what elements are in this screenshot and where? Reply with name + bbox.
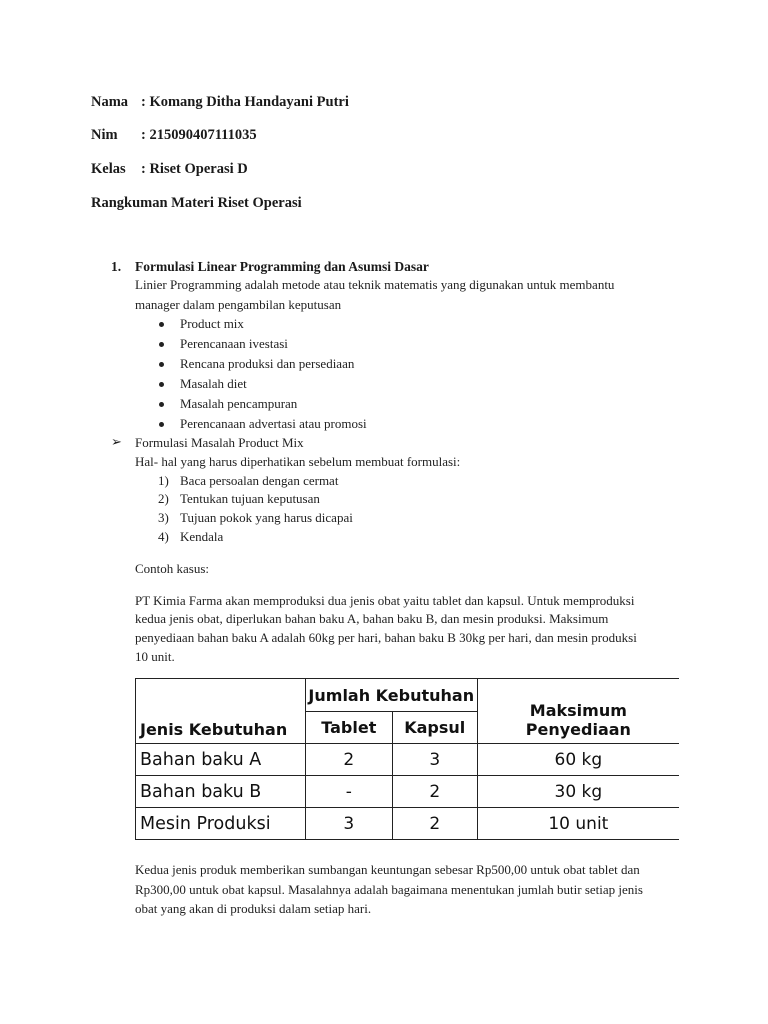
header-tablet: Tablet bbox=[305, 712, 392, 744]
bullet-item: Rencana produksi dan persediaan bbox=[180, 356, 355, 371]
closing-line-3: obat yang akan di produksi dalam setiap hari. bbox=[135, 901, 372, 916]
table-row bbox=[136, 776, 680, 808]
cell-jenis: Bahan baku A bbox=[136, 744, 306, 776]
bullet-dot bbox=[159, 342, 164, 347]
cell-tablet: - bbox=[305, 776, 392, 808]
closing-line-2: Rp300,00 untuk obat kapsul. Masalahnya adalah bagaimana menentukan jumlah butir setiap jenis bbox=[135, 882, 643, 897]
header-jumlah: Jumlah Kebutuhan bbox=[305, 679, 477, 712]
table-row bbox=[136, 808, 680, 840]
bullet-dot bbox=[159, 402, 164, 407]
step-text: Tujuan pokok yang harus dicapai bbox=[180, 510, 353, 525]
bullet-item: Perencanaan advertasi atau promosi bbox=[180, 416, 367, 431]
kelas-label: Kelas bbox=[91, 161, 126, 177]
requirements-table bbox=[135, 678, 679, 840]
nim-line bbox=[91, 127, 257, 144]
bullet-dot bbox=[159, 362, 164, 367]
cell-kapsul: 2 bbox=[392, 808, 477, 840]
header-maksimum: Maksimum Penyediaan bbox=[477, 679, 679, 744]
cell-kapsul: 2 bbox=[392, 776, 477, 808]
section-desc-line-2: manager dalam pengambilan keputusan bbox=[135, 297, 342, 312]
step-text: Kendala bbox=[180, 529, 224, 544]
product-mix-intro: Hal- hal yang harus diperhatikan sebelum membuat formulasi: bbox=[135, 454, 461, 469]
nim-label: Nim bbox=[91, 127, 118, 143]
bullet-dot bbox=[159, 422, 164, 427]
cell-tablet: 3 bbox=[305, 808, 392, 840]
table-row bbox=[136, 744, 680, 776]
name-value: : Komang Ditha Handayani Putri bbox=[141, 94, 349, 110]
bullet-dot bbox=[159, 382, 164, 387]
nim-value: : 215090407111035 bbox=[141, 127, 257, 143]
cell-max: 30 kg bbox=[477, 776, 679, 808]
arrow-bullet-icon: ➢ bbox=[111, 434, 122, 449]
bullet-item: Masalah diet bbox=[180, 376, 247, 391]
bullet-item: Product mix bbox=[180, 316, 244, 331]
step-number: 4) bbox=[158, 529, 169, 544]
closing-line-1: Kedua jenis produk memberikan sumbangan keuntungan sebesar Rp500,00 untuk obat tablet dan bbox=[135, 862, 640, 877]
case-line-1: PT Kimia Farma akan memproduksi dua jenis obat yaitu tablet dan kapsul. Untuk memproduksi bbox=[135, 593, 635, 608]
cell-jenis: Mesin Produksi bbox=[136, 808, 306, 840]
cell-max: 10 unit bbox=[477, 808, 679, 840]
step-number: 1) bbox=[158, 473, 169, 488]
table-header-row bbox=[136, 679, 680, 712]
case-line-2: kedua jenis obat, diperlukan bahan baku A, bahan baku B, dan mesin produksi. Maksimum bbox=[135, 611, 609, 626]
section-title: Formulasi Linear Programming dan Asumsi Dasar bbox=[135, 259, 429, 274]
header-kapsul: Kapsul bbox=[392, 712, 477, 744]
section-number: 1. bbox=[111, 259, 122, 274]
kelas-value: : Riset Operasi D bbox=[141, 161, 248, 177]
bullet-dot bbox=[159, 322, 164, 327]
bullet-item: Perencanaan ivestasi bbox=[180, 336, 288, 351]
header-jenis: Jenis Kebutuhan bbox=[136, 679, 306, 744]
step-text: Tentukan tujuan keputusan bbox=[180, 491, 320, 506]
cell-kapsul: 3 bbox=[392, 744, 477, 776]
cell-max: 60 kg bbox=[477, 744, 679, 776]
case-line-3: penyediaan bahan baku A adalah 60kg per hari, bahan baku B 30kg per hari, dan mesin produksi bbox=[135, 630, 637, 645]
kelas-line bbox=[91, 161, 248, 178]
product-mix-title: Formulasi Masalah Product Mix bbox=[135, 435, 304, 450]
section-desc-line-1: Linier Programming adalah metode atau teknik matematis yang digunakan untuk membantu bbox=[135, 277, 615, 292]
name-label: Nama bbox=[91, 94, 129, 110]
step-number: 3) bbox=[158, 510, 169, 525]
step-number: 2) bbox=[158, 491, 169, 506]
example-label: Contoh kasus: bbox=[135, 561, 210, 576]
case-line-4: 10 unit. bbox=[135, 649, 175, 664]
bullet-item: Masalah pencampuran bbox=[180, 396, 298, 411]
cell-jenis: Bahan baku B bbox=[136, 776, 306, 808]
name-line bbox=[91, 94, 349, 111]
step-text: Baca persoalan dengan cermat bbox=[180, 473, 339, 488]
cell-tablet: 2 bbox=[305, 744, 392, 776]
summary-title: Rangkuman Materi Riset Operasi bbox=[91, 195, 302, 211]
